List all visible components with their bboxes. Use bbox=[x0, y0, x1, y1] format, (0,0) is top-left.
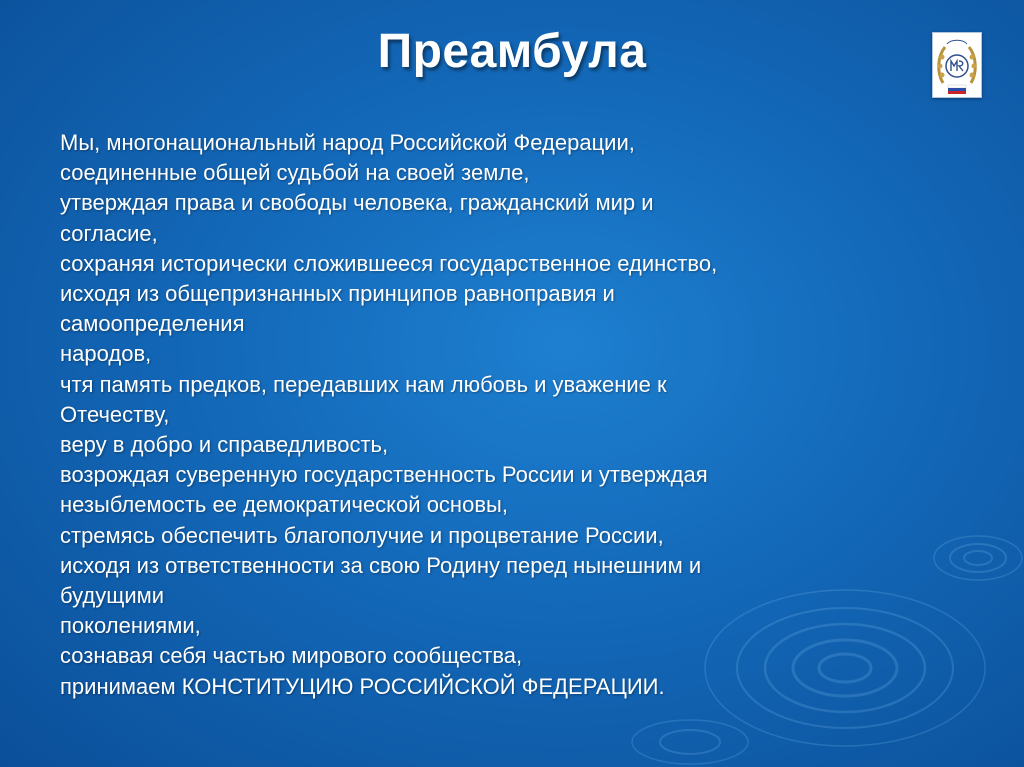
crest-emblem-icon bbox=[932, 32, 982, 98]
slide-title: Преамбула bbox=[377, 25, 647, 78]
preamble-line: соединенные общей судьбой на своей земле, bbox=[60, 160, 530, 186]
preamble-line: чтя память предков, передавших нам любовь и уважение к bbox=[60, 371, 667, 397]
preamble-line: возрождая суверенную государственность России и утверждая bbox=[60, 462, 708, 488]
preamble-line: самоопределения bbox=[60, 311, 245, 337]
preamble-line: Отечеству, bbox=[60, 401, 170, 427]
preamble-text bbox=[60, 128, 860, 702]
preamble-line: согласие, bbox=[60, 220, 158, 246]
preamble-line: незыблемость ее демократической основы, bbox=[60, 492, 508, 518]
preamble-line: утверждая права и свободы человека, гражданский мир и bbox=[60, 190, 654, 216]
preamble-line: веру в добро и справедливость, bbox=[60, 432, 389, 458]
preamble-line: стремясь обеспечить благополучие и процветание России, bbox=[60, 522, 664, 548]
preamble-line: народов, bbox=[60, 341, 152, 367]
preamble-line: исходя из общепризнанных принципов равноправия и bbox=[60, 281, 615, 307]
preamble-line: сохраняя исторически сложившееся государственное единство, bbox=[60, 250, 718, 276]
preamble-line: поколениями, bbox=[60, 613, 201, 639]
preamble-line: исходя из ответственности за свою Родину перед нынешним и bbox=[60, 552, 702, 578]
preamble-line: сознавая себя частью мирового сообщества, bbox=[60, 643, 523, 669]
preamble-line: будущими bbox=[60, 583, 165, 609]
preamble-line: принимаем КОНСТИТУЦИЮ РОССИЙСКОЙ ФЕДЕРАЦИИ. bbox=[60, 673, 665, 699]
preamble-line: Мы, многонациональный народ Российской Федерации, bbox=[60, 130, 635, 155]
